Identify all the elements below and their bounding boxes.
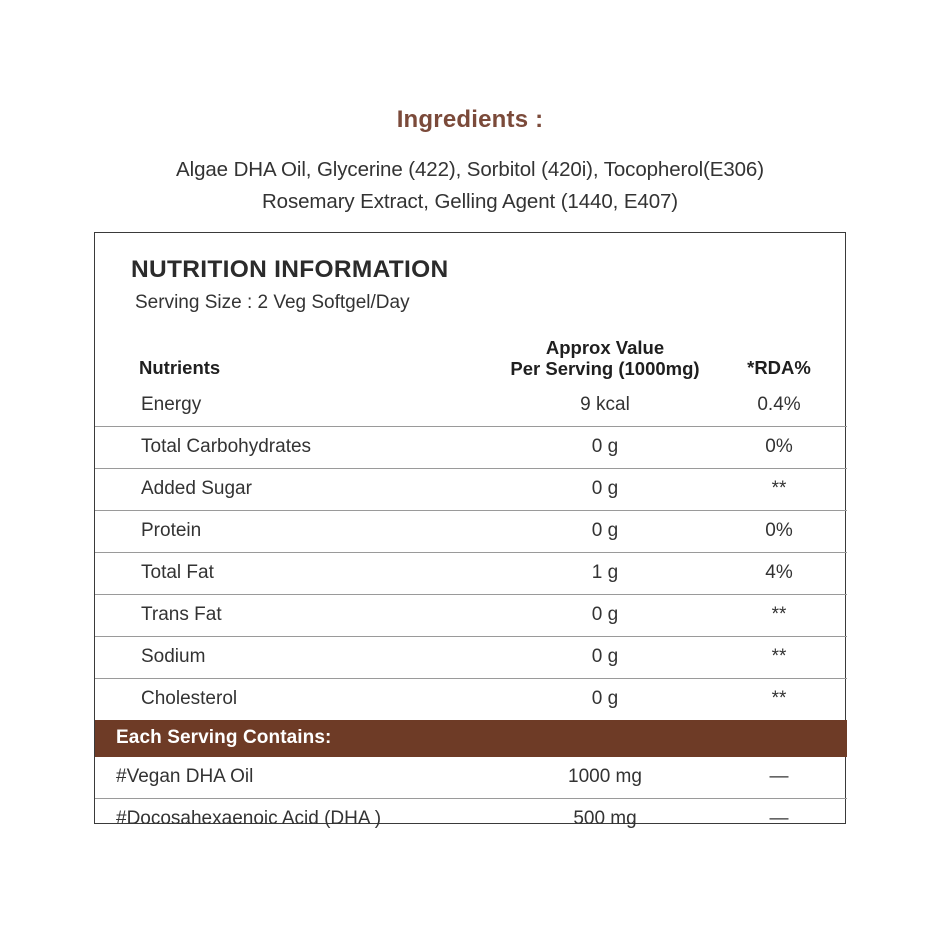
nutrient-value: 1 g: [499, 552, 711, 594]
table-row: [95, 468, 847, 510]
column-header-nutrients: Nutrients: [139, 356, 221, 378]
column-header-approx-value-line2: Per Serving (1000mg): [510, 357, 700, 379]
nutrient-value: 0 g: [499, 636, 711, 678]
table-row: [95, 757, 847, 799]
serving-size-text: Serving Size : 2 Veg Softgel/Day: [135, 291, 410, 313]
nutrient-value: 0 g: [499, 594, 711, 636]
ingredients-section: [0, 108, 940, 218]
table-row: [95, 385, 847, 427]
nutrient-name: Total Carbohydrates: [95, 426, 499, 468]
nutrient-name: Added Sugar: [95, 468, 499, 510]
nutrition-table: [95, 333, 847, 840]
nutrient-rda: 0%: [711, 426, 847, 468]
nutrient-name: Total Fat: [95, 552, 499, 594]
nutrient-rda: **: [711, 468, 847, 510]
column-header-approx-value: [499, 333, 711, 385]
table-row: [95, 636, 847, 678]
ingredients-line-1: Algae DHA Oil, Glycerine (422), Sorbitol (420i), Tocopherol(E306): [176, 158, 764, 181]
nutrient-rda: **: [711, 594, 847, 636]
nutrient-name: Energy: [141, 394, 202, 416]
column-header-approx-value-line1: Approx Value: [545, 336, 665, 358]
nutrient-value: 9 kcal: [580, 394, 630, 416]
nutrient-rda: —: [769, 766, 789, 788]
nutrient-name: Trans Fat: [95, 594, 499, 636]
table-row: [95, 798, 847, 840]
table-row: [95, 510, 847, 552]
each-serving-contains-banner: [95, 720, 847, 757]
nutrition-table-body: [95, 385, 847, 840]
nutrient-value: 0 g: [499, 426, 711, 468]
nutrient-value: 0 g: [499, 678, 711, 720]
table-row: [95, 426, 847, 468]
table-row: [95, 678, 847, 720]
nutrient-rda: 0%: [711, 510, 847, 552]
nutrient-rda: **: [711, 636, 847, 678]
nutrient-value: 0 g: [499, 510, 711, 552]
nutrient-name: #Docosahexaenoic Acid (DHA ): [95, 798, 499, 840]
nutrient-value: 500 mg: [499, 798, 711, 840]
nutrient-value: 0 g: [499, 468, 711, 510]
ingredients-line-2: Rosemary Extract, Gelling Agent (1440, E407): [261, 190, 679, 213]
nutrition-title: NUTRITION INFORMATION: [131, 256, 449, 283]
each-serving-contains-label: Each Serving Contains:: [95, 720, 847, 757]
table-row: [95, 552, 847, 594]
nutrition-information-panel: [94, 232, 846, 830]
nutrient-name: Sodium: [95, 636, 499, 678]
ingredients-title: Ingredients :: [396, 106, 544, 133]
nutrition-header: [95, 233, 845, 315]
nutrient-name: Cholesterol: [95, 678, 499, 720]
nutrient-rda: **: [711, 678, 847, 720]
table-header-row: [95, 333, 847, 385]
nutrient-name: #Vegan DHA Oil: [116, 766, 254, 788]
nutrient-value: 1000 mg: [568, 766, 642, 788]
nutrient-rda: —: [711, 798, 847, 840]
nutrient-rda: 4%: [711, 552, 847, 594]
nutrient-rda: 0.4%: [757, 394, 801, 416]
table-row: [95, 594, 847, 636]
column-header-rda: *RDA%: [747, 356, 811, 378]
nutrient-name: Protein: [95, 510, 499, 552]
